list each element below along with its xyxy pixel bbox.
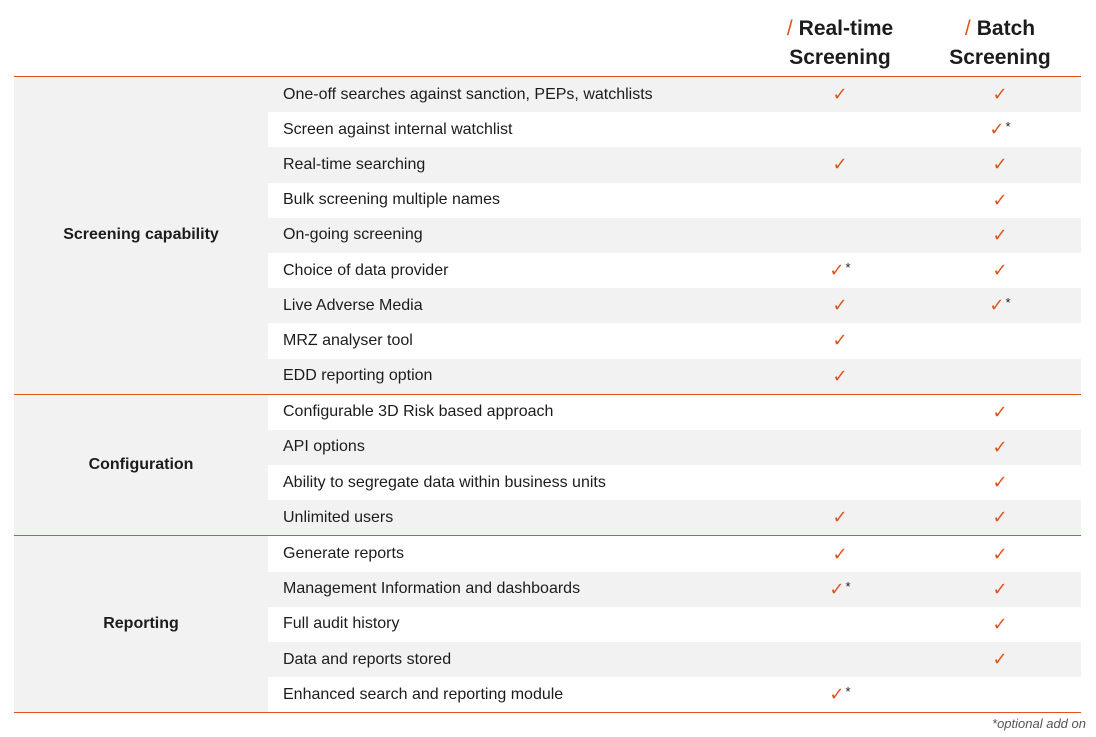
- group-label: Configuration: [14, 395, 268, 536]
- feature-label: MRZ analyser tool: [283, 331, 413, 349]
- realtime-header-line1: Real-time: [798, 17, 894, 40]
- feature-label: Choice of data provider: [283, 261, 449, 279]
- feature-label: Unlimited users: [283, 508, 394, 526]
- optional-addon-marker: *: [1005, 295, 1011, 311]
- checkmark-icon: ✓: [992, 613, 1008, 635]
- realtime-cell: [810, 579, 870, 600]
- realtime-cell: [810, 684, 870, 705]
- checkmark-icon: ✓: [992, 649, 1008, 671]
- checkmark-icon: ✓: [832, 295, 848, 317]
- batch-cell: [970, 437, 1030, 458]
- table-row: [268, 642, 1081, 677]
- batch-cell: [970, 295, 1030, 316]
- slash-mark: /: [786, 17, 793, 40]
- realtime-cell: [810, 154, 870, 175]
- checkmark-icon: ✓: [992, 543, 1008, 565]
- table-header: [0, 14, 1096, 74]
- realtime-screening-column-header: [760, 14, 920, 72]
- realtime-cell: [810, 330, 870, 351]
- feature-label: Data and reports stored: [283, 650, 452, 668]
- realtime-cell: [810, 295, 870, 316]
- feature-label: Live Adverse Media: [283, 296, 423, 314]
- feature-label: Ability to segregate data within business units: [283, 473, 606, 491]
- batch-screening-column-header: [920, 14, 1080, 72]
- checkmark-icon: ✓: [832, 154, 848, 176]
- batch-cell: [970, 649, 1030, 670]
- table-row: [268, 323, 1081, 358]
- checkmark-icon: ✓: [832, 84, 848, 106]
- checkmark-icon: ✓: [992, 224, 1008, 246]
- feature-label: Enhanced search and reporting module: [283, 685, 564, 703]
- table-row: [268, 395, 1081, 430]
- feature-label: Configurable 3D Risk based approach: [283, 403, 554, 421]
- batch-cell: [970, 119, 1030, 140]
- table-row: [268, 677, 1081, 712]
- feature-label: Generate reports: [283, 545, 404, 563]
- feature-label: EDD reporting option: [283, 367, 433, 385]
- table-row: [268, 500, 1081, 535]
- table-row: [268, 359, 1081, 394]
- checkmark-icon: ✓: [989, 119, 1005, 141]
- group-label: Screening capability: [14, 77, 268, 394]
- table-row: [268, 430, 1081, 465]
- checkmark-icon: ✓: [829, 684, 845, 706]
- checkmark-icon: ✓: [832, 365, 848, 387]
- feature-label: API options: [283, 438, 365, 456]
- checkmark-icon: ✓: [992, 260, 1008, 282]
- checkmark-icon: ✓: [992, 578, 1008, 600]
- realtime-cell: [810, 544, 870, 565]
- table-row: [268, 218, 1081, 253]
- footnote: *optional add on: [992, 716, 1086, 731]
- checkmark-icon: ✓: [992, 436, 1008, 458]
- table-row: [268, 77, 1081, 112]
- batch-cell: [970, 544, 1030, 565]
- realtime-cell: [810, 507, 870, 528]
- optional-addon-marker: *: [845, 684, 851, 700]
- table-group: [14, 394, 1081, 536]
- batch-cell: [970, 472, 1030, 493]
- realtime-header-line2: Screening: [789, 46, 891, 69]
- optional-addon-marker: *: [1005, 119, 1011, 135]
- batch-cell: [970, 507, 1030, 528]
- feature-label: Real-time searching: [283, 155, 426, 173]
- checkmark-icon: ✓: [832, 543, 848, 565]
- batch-cell: [970, 402, 1030, 423]
- batch-cell: [970, 84, 1030, 105]
- table-group: [14, 76, 1081, 394]
- batch-header-line2: Screening: [949, 46, 1051, 69]
- table-group: [14, 535, 1081, 713]
- group-label: Reporting: [14, 536, 268, 712]
- table-row: [268, 183, 1081, 218]
- checkmark-icon: ✓: [829, 578, 845, 600]
- batch-cell: [970, 154, 1030, 175]
- table-row: [268, 607, 1081, 642]
- optional-addon-marker: *: [845, 260, 851, 276]
- table-row: [268, 147, 1081, 182]
- batch-header-line1: Batch: [976, 17, 1036, 40]
- checkmark-icon: ✓: [832, 507, 848, 529]
- batch-cell: [970, 190, 1030, 211]
- realtime-cell: [810, 84, 870, 105]
- checkmark-icon: ✓: [992, 154, 1008, 176]
- batch-cell: [970, 579, 1030, 600]
- checkmark-icon: ✓: [992, 189, 1008, 211]
- feature-label: Management Information and dashboards: [283, 580, 581, 598]
- table-row: [268, 465, 1081, 500]
- slash-mark: /: [964, 17, 971, 40]
- checkmark-icon: ✓: [992, 401, 1008, 423]
- checkmark-icon: ✓: [829, 260, 845, 282]
- table-row: [268, 288, 1081, 323]
- feature-label: Bulk screening multiple names: [283, 191, 500, 209]
- checkmark-icon: ✓: [992, 507, 1008, 529]
- feature-label: Full audit history: [283, 615, 400, 633]
- checkmark-icon: ✓: [992, 472, 1008, 494]
- batch-cell: [970, 260, 1030, 281]
- batch-cell: [970, 614, 1030, 635]
- feature-label: On-going screening: [283, 226, 423, 244]
- checkmark-icon: ✓: [992, 84, 1008, 106]
- feature-label: Screen against internal watchlist: [283, 120, 513, 138]
- checkmark-icon: ✓: [989, 295, 1005, 317]
- batch-cell: [970, 225, 1030, 246]
- table-row: [268, 253, 1081, 288]
- table-row: [268, 572, 1081, 607]
- feature-label: One-off searches against sanction, PEPs, watchlists: [283, 85, 653, 103]
- optional-addon-marker: *: [845, 578, 851, 594]
- realtime-cell: [810, 366, 870, 387]
- table-row: [268, 536, 1081, 571]
- checkmark-icon: ✓: [832, 330, 848, 352]
- table-row: [268, 112, 1081, 147]
- feature-comparison-table: [14, 76, 1081, 713]
- realtime-cell: [810, 260, 870, 281]
